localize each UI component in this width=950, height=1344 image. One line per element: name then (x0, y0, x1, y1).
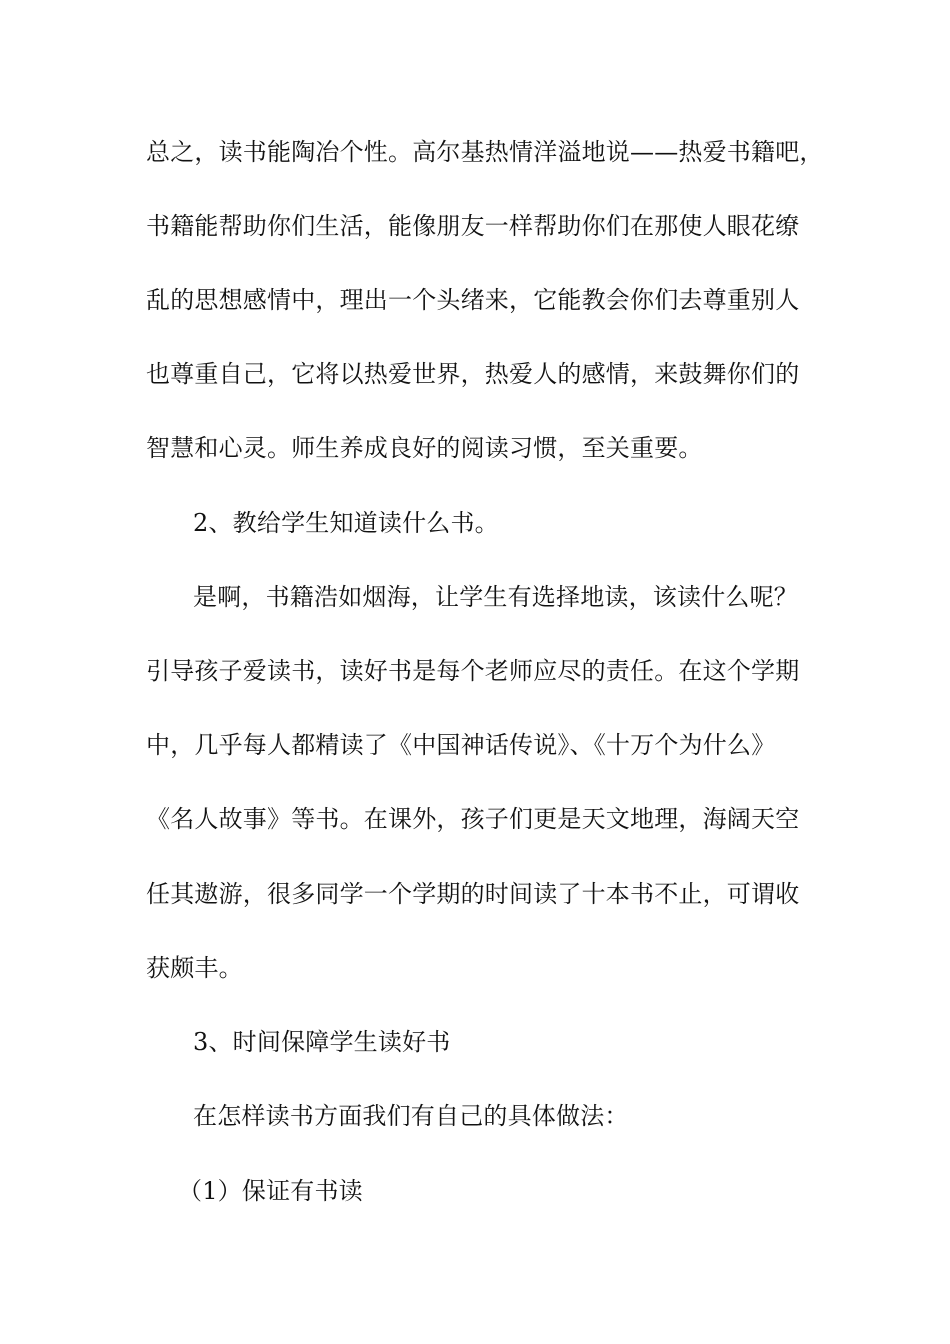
paragraph-line: 《名人故事》等书。在课外，孩子们更是天文地理，海阔天空 (146, 805, 800, 833)
paragraph-line: 书籍能帮助你们生活，能像朋友一样帮助你们在那使人眼花缭 (146, 212, 800, 240)
paragraph-line: 任其遨游，很多同学一个学期的时间读了十本书不止，可谓收 (146, 880, 800, 908)
section-heading: 3、时间保障学生读好书 (193, 1028, 451, 1056)
paragraph-line: 引导孩子爱读书，读好书是每个老师应尽的责任。在这个学期 (146, 657, 800, 685)
paragraph-line: 乱的思想感情中，理出一个头绪来，它能教会你们去尊重别人 (146, 286, 800, 314)
paragraph-line: 是啊，书籍浩如烟海，让学生有选择地读，该读什么呢？ (193, 583, 798, 611)
paragraph-line: 总之，读书能陶冶个性。高尔基热情洋溢地说——热爱书籍吧， (146, 138, 824, 166)
paragraph-line: 也尊重自己，它将以热爱世界，热爱人的感情，来鼓舞你们的 (146, 360, 800, 388)
paragraph-line: 智慧和心灵。师生养成良好的阅读习惯，至关重要。 (146, 434, 703, 462)
paragraph-line: 在怎样读书方面我们有自己的具体做法： (193, 1102, 629, 1130)
paragraph-line: 中，几乎每人都精读了《中国神话传说》、《十万个为什么》 (146, 731, 776, 759)
subsection-heading: （1）保证有书读 (178, 1177, 363, 1205)
paragraph-line: 获颇丰。 (146, 954, 243, 982)
section-heading: 2、教给学生知道读什么书。 (193, 509, 499, 537)
